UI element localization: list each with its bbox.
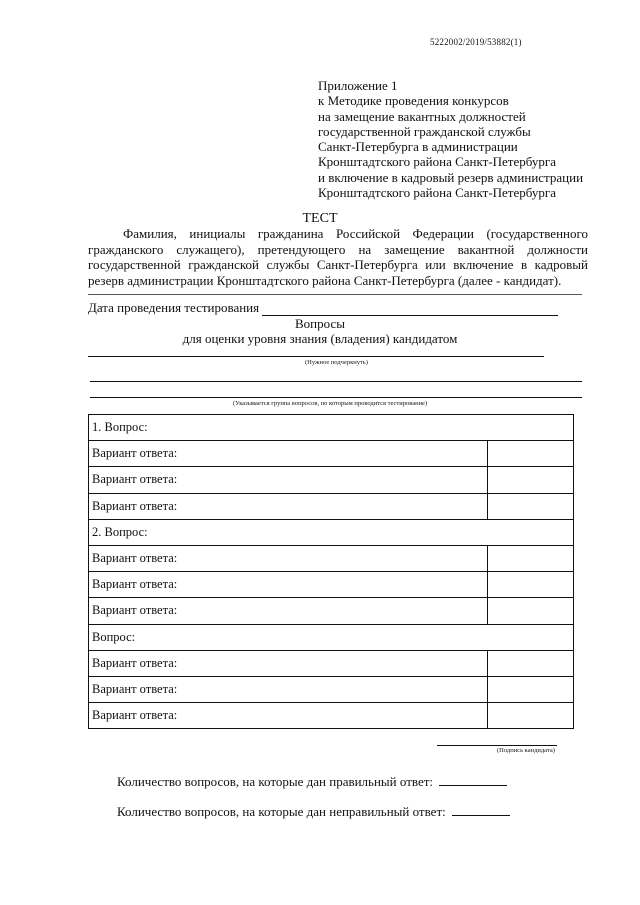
questions-subtitle: для оценки уровня знания (владения) кандидатом xyxy=(182,331,458,346)
group-note: (Указывается группа вопросов, по которым проводится тестирование) xyxy=(233,400,428,407)
answer-row xyxy=(89,703,574,729)
answer-mark-cell[interactable] xyxy=(488,467,574,493)
group-line-2 xyxy=(90,397,582,398)
answer-label: Вариант ответа: xyxy=(89,572,488,598)
answer-mark-cell[interactable] xyxy=(488,493,574,519)
appendix-line: Кронштадтского района Санкт-Петербурга xyxy=(318,154,556,170)
question-label: 1. Вопрос: xyxy=(89,415,574,441)
answer-mark-cell[interactable] xyxy=(488,441,574,467)
appendix-line: государственной гражданской службы xyxy=(318,123,531,139)
correct-count-label: Количество вопросов, на которые дан правильный ответ: xyxy=(117,774,434,789)
intro-paragraph: Фамилия, инициалы гражданина Российской Федерации (государственного гражданского служащего), претендующего на замещение вакантной должности государственной гражданской службы Санкт-Петербурга или включение в кадровый резерв администрации Кронштадтского района Санкт-Петербурга (далее - кандидат). xyxy=(88,226,588,288)
test-title: ТЕСТ xyxy=(302,211,338,226)
answer-label: Вариант ответа: xyxy=(89,676,488,702)
answer-row xyxy=(89,572,574,598)
answer-mark-cell[interactable] xyxy=(488,676,574,702)
answer-label: Вариант ответа: xyxy=(89,493,488,519)
incorrect-count-field[interactable] xyxy=(452,803,510,816)
answer-mark-cell[interactable] xyxy=(488,598,574,624)
document-id: 5222002/2019/53882(1) xyxy=(430,37,522,47)
answer-mark-cell[interactable] xyxy=(488,572,574,598)
answer-row xyxy=(89,650,574,676)
answer-row xyxy=(89,545,574,571)
incorrect-count-row xyxy=(117,803,510,820)
answer-label: Вариант ответа: xyxy=(89,545,488,571)
questions-title: Вопросы xyxy=(295,316,345,331)
question-row xyxy=(89,624,574,650)
incorrect-count-label: Количество вопросов, на которые дан неправильный ответ: xyxy=(117,804,446,819)
questions-table xyxy=(88,414,574,729)
question-row xyxy=(89,415,574,441)
separator-line xyxy=(88,294,582,295)
underline-note: (Нужное подчеркнуть) xyxy=(305,359,368,366)
answer-label: Вариант ответа: xyxy=(89,467,488,493)
appendix-line: и включение в кадровый резерв администрации xyxy=(318,169,584,185)
date-label: Дата проведения тестирования xyxy=(88,300,260,315)
answer-label: Вариант ответа: xyxy=(89,441,488,467)
question-label: Вопрос: xyxy=(89,624,574,650)
question-label: 2. Вопрос: xyxy=(89,519,574,545)
question-row xyxy=(89,519,574,545)
answer-row xyxy=(89,441,574,467)
group-line-1 xyxy=(90,381,582,382)
answer-label: Вариант ответа: xyxy=(89,598,488,624)
answer-label: Вариант ответа: xyxy=(89,650,488,676)
signature-line[interactable] xyxy=(437,745,557,746)
appendix-line: на замещение вакантных должностей xyxy=(318,108,526,124)
appendix-line: Кронштадтского района Санкт-Петербурга xyxy=(318,185,556,201)
knowledge-underline xyxy=(88,356,544,357)
appendix-line: Приложение 1 xyxy=(318,78,398,93)
appendix-header xyxy=(318,78,618,200)
answer-row xyxy=(89,467,574,493)
answer-row xyxy=(89,676,574,702)
answer-label: Вариант ответа: xyxy=(89,703,488,729)
answer-row xyxy=(89,598,574,624)
answer-row xyxy=(89,493,574,519)
answer-mark-cell[interactable] xyxy=(488,703,574,729)
correct-count-row xyxy=(117,773,507,790)
correct-count-field[interactable] xyxy=(439,773,507,786)
appendix-line: к Методике проведения конкурсов xyxy=(318,93,509,109)
answer-mark-cell[interactable] xyxy=(488,545,574,571)
answer-mark-cell[interactable] xyxy=(488,650,574,676)
signature-note: (Подпись кандидата) xyxy=(497,747,555,754)
appendix-line: Санкт-Петербурга в администрации xyxy=(318,139,518,155)
